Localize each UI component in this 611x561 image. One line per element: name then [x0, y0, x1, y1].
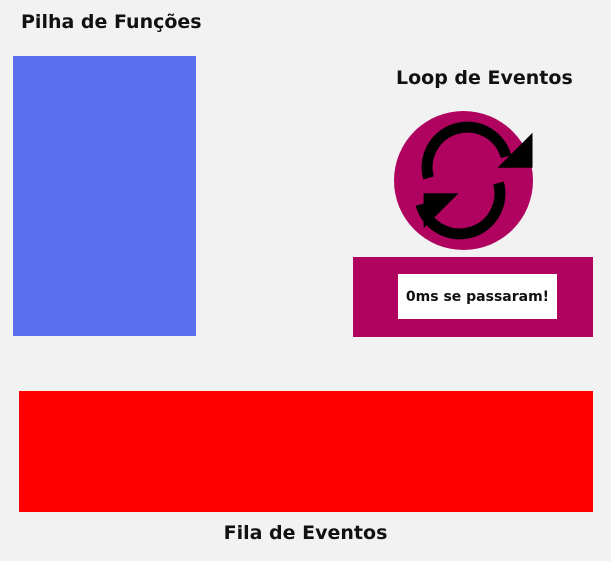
call-stack-title: Pilha de Funções: [21, 11, 202, 33]
refresh-icon: [394, 111, 533, 250]
event-loop-base: [353, 257, 593, 337]
event-loop-title: Loop de Eventos: [396, 67, 573, 89]
elapsed-time-label: 0ms se passaram!: [398, 274, 557, 319]
event-loop-circle: [394, 111, 533, 250]
event-queue-title: Fila de Eventos: [223, 522, 388, 544]
call-stack-area: [13, 56, 196, 336]
event-queue-area: [19, 391, 593, 512]
